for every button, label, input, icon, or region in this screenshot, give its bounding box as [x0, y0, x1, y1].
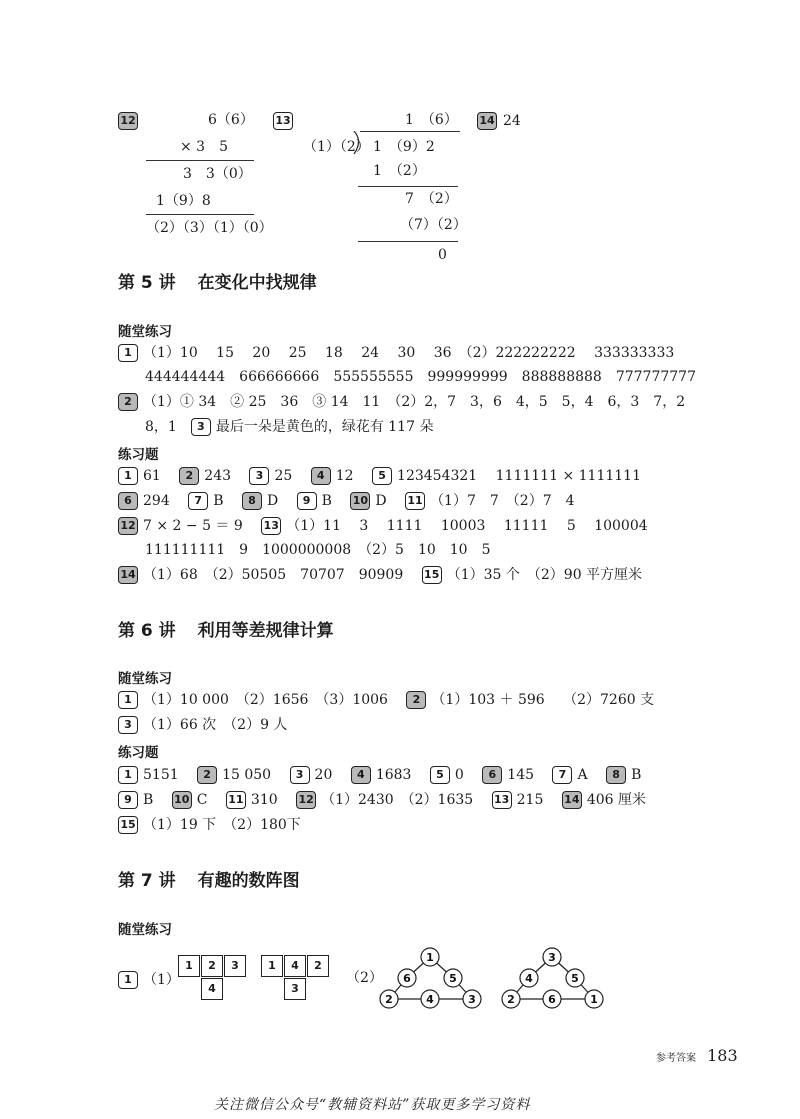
exercise-badge: 3: [290, 766, 310, 784]
exercise-answer: 12: [335, 468, 354, 484]
page-number: 183: [707, 1046, 738, 1065]
practice-1-line-1: （1）10 15 20 25 18 24 30 36 （2）222222222 333333333: [143, 345, 675, 361]
exercise-answer: 294: [143, 493, 170, 509]
part-1-label: （1）: [143, 972, 180, 988]
exercise-badge: 7: [188, 492, 208, 510]
division-dividend: 1 （9）2: [373, 139, 435, 155]
lecture5-exercise-label: 练习题: [118, 447, 159, 463]
lecture7-p1: [118, 971, 180, 989]
exercise-badge-13: 13: [261, 517, 281, 535]
practice-2-line-2: 8，1: [145, 419, 177, 435]
lecture7-heading: [118, 866, 300, 891]
exercise-badge: 10: [172, 791, 192, 809]
lecture6-practice-label: 随堂练习: [118, 671, 172, 687]
division-step-1: 1 （2）: [373, 163, 426, 179]
exercise-13-answer-cont: 111111111 9 1000000008 （2）5 10 10 5: [145, 542, 491, 558]
exercise-badge: 9: [297, 492, 317, 510]
exercise-13-answer: （1）11 3 1111 10003 11111 5 100004: [286, 518, 648, 534]
practice-3-text: 最后一朵是黄色的，绿花有 117 朵: [215, 419, 434, 435]
node-value: 6: [548, 993, 556, 1006]
grid-cell: 1: [178, 955, 200, 977]
number-triangle-2: [494, 942, 610, 1014]
exercise-badge-14: 14: [118, 566, 138, 584]
division-divisor: （1）（2）: [303, 139, 370, 155]
exercise-badge: 8: [606, 766, 626, 784]
practice-badge-2: 2: [406, 691, 426, 709]
lecture7-title: 有趣的数阵图: [197, 871, 300, 891]
exercise-badge: 13: [492, 791, 512, 809]
grid-cell: 3: [284, 978, 306, 1000]
practice-badge-1: 1: [118, 691, 138, 709]
lecture5-ex-row-3: [118, 517, 648, 535]
lecture6-ex-row-1: [118, 766, 641, 784]
practice-2-text: （1）103 ＋ 596 （2）7260 支: [431, 692, 655, 708]
answer-14: 24: [503, 113, 521, 129]
exercise-answer: 25: [274, 468, 293, 484]
node-value: 3: [468, 993, 476, 1006]
practice-2-line-1: （1）① 34 ② 25 36 ③ 14 11 （2）2，7 3，6 4，5 5，4 6，3 7，2: [143, 394, 686, 410]
practice-badge-2: 2: [118, 393, 138, 411]
division-remainder: 0: [438, 247, 447, 263]
exercise-badge: 14: [562, 791, 582, 809]
lecture6-ex-row-2: [118, 791, 646, 809]
mult-line-1: [146, 160, 254, 161]
lecture5-title: 在变化中找规律: [197, 273, 317, 293]
exercise-answer: 5151: [143, 767, 179, 783]
exercise-answer: （1）7 7 （2）7 4: [430, 493, 575, 509]
exercise-answer: 145: [507, 767, 535, 783]
exercise-14-answer: （1）68 （2）50505 70707 90909: [143, 567, 404, 583]
exercise-answer: 243: [204, 468, 232, 484]
exercise-badge: 6: [482, 766, 502, 784]
exercise-badge: 7: [552, 766, 572, 784]
exercise-badge-15: 15: [118, 816, 138, 834]
exercise-answer: B: [631, 767, 642, 783]
division-step-2: 7 （2）: [405, 191, 458, 207]
exercise-answer: （1）2430 （2）1635: [321, 792, 474, 808]
lecture7-practice-label: 随堂练习: [118, 922, 172, 938]
number-triangle-1: [372, 942, 488, 1014]
exercise-badge: 12: [296, 791, 316, 809]
exercise-answer: A: [577, 767, 588, 783]
lecture5-p2: [118, 393, 685, 411]
node-value: 1: [590, 993, 598, 1006]
node-value: 6: [403, 972, 411, 985]
exercise-badge: 11: [405, 492, 425, 510]
lecture6-exercise-label: 练习题: [118, 745, 159, 761]
node-value: 4: [525, 972, 533, 985]
page-footer: [656, 1046, 738, 1065]
exercise-badge: 10: [350, 492, 370, 510]
lecture6-title: 利用等差规律计算: [197, 621, 334, 641]
exercise-badge: 8: [242, 492, 262, 510]
practice-1-line-2: 444444444 666666666 555555555 999999999 888888888 777777777: [145, 369, 696, 385]
grid-cell: 1: [261, 955, 283, 977]
node-value: 1: [426, 951, 434, 964]
mult-row-4: 1（9）8: [156, 193, 211, 209]
exercise-badge: 6: [118, 492, 138, 510]
lecture5-heading: [118, 268, 317, 293]
exercise-badge: 1: [118, 766, 138, 784]
grid-cell: 3: [224, 955, 246, 977]
exercise-badge: 4: [351, 766, 371, 784]
lecture6-ex-row-3: [118, 816, 301, 834]
footer-watermark: 关注微信公众号“教辅资料站”获取更多学习资料: [214, 1097, 531, 1113]
practice-1-text: （1）10 000 （2）1656 （3）1006: [143, 692, 388, 708]
grid-cell: 2: [307, 955, 329, 977]
division-line-2: [358, 241, 458, 242]
question-badge-14: 14: [477, 112, 497, 130]
mult-line-2: [146, 214, 254, 215]
exercise-badge: 4: [311, 467, 331, 485]
mult-row-3: 3 3（0）: [183, 166, 252, 182]
exercise-answer: 310: [250, 792, 278, 808]
practice-3-text: （1）66 次 （2）9 人: [143, 717, 288, 733]
exercise-answer: 215: [516, 792, 544, 808]
exercise-badge: 2: [197, 766, 217, 784]
lecture5-p2-cont: [145, 418, 433, 436]
exercise-badge-15: 15: [422, 566, 442, 584]
lecture7-number: 第 7 讲: [118, 871, 176, 891]
division-bar: [360, 131, 460, 132]
exercise-answer: 0: [454, 767, 464, 783]
exercise-answer: D: [375, 493, 387, 509]
exercise-badge: 2: [179, 467, 199, 485]
node-value: 2: [385, 993, 393, 1006]
exercise-badge: 5: [372, 467, 392, 485]
node-value: 2: [507, 993, 515, 1006]
mult-row-1: 6（6）: [208, 112, 254, 128]
grid-cell: 4: [284, 955, 306, 977]
exercise-badge-12: 12: [118, 517, 138, 535]
lecture5-ex-row-4: [118, 566, 642, 584]
part-2-label: （2）: [346, 970, 383, 986]
division-quotient: 1 （6）: [405, 112, 458, 128]
exercise-answer: B: [143, 792, 154, 808]
lecture5-practice-label: 随堂练习: [118, 324, 172, 340]
exercise-answer: B: [321, 493, 332, 509]
footer-section-label: 参考答案: [656, 1053, 696, 1064]
exercise-answer: 20: [314, 767, 333, 783]
lecture6-number: 第 6 讲: [118, 621, 176, 641]
node-value: 5: [449, 972, 457, 985]
lecture6-p-row-1: [118, 691, 654, 709]
exercise-badge: 1: [118, 467, 138, 485]
exercise-answer: 123454321 1111111 × 1111111: [397, 468, 641, 484]
exercise-answer: C: [196, 792, 208, 808]
practice-badge-3: 3: [191, 418, 211, 436]
division-step-3: （7）（2）: [400, 217, 467, 233]
lecture5-ex-row-1: [118, 467, 641, 485]
exercise-badge: 9: [118, 791, 138, 809]
exercise-answer: D: [266, 493, 279, 509]
question-badge-12: 12: [118, 112, 138, 130]
lecture5-ex-row-2: [118, 492, 575, 510]
lecture6-p-row-2: [118, 716, 287, 734]
division-line-1: [358, 186, 458, 187]
exercise-badge: 5: [430, 766, 450, 784]
exercise-answer: B: [213, 493, 224, 509]
mult-row-2: × 3 5: [180, 139, 228, 155]
lecture5-p1: [118, 344, 674, 362]
exercise-15-answer: （1）19 下 （2）180下: [143, 817, 301, 833]
mult-row-5: （2）（3）（1）（0）: [146, 220, 273, 236]
exercise-12-answer: 7 × 2 − 5 ＝ 9: [143, 518, 243, 534]
exercise-badge: 11: [226, 791, 246, 809]
lecture5-number: 第 5 讲: [118, 273, 176, 293]
exercise-answer: 15 050: [222, 767, 272, 783]
node-value: 3: [548, 951, 556, 964]
exercise-answer: 406 厘米: [586, 792, 646, 808]
exercise-badge: 3: [249, 467, 269, 485]
practice-badge-1: 1: [118, 971, 138, 989]
practice-badge-3: 3: [118, 716, 138, 734]
exercise-15-answer: （1）35 个 （2）90 平方厘米: [446, 567, 643, 583]
exercise-answer: 61: [143, 468, 161, 484]
node-value: 4: [426, 993, 434, 1006]
exercise-answer: 1683: [375, 767, 412, 783]
grid-cell: 4: [201, 978, 223, 1000]
grid-cell: 2: [201, 955, 223, 977]
lecture6-heading: [118, 616, 334, 641]
question-badge-13: 13: [273, 112, 293, 130]
practice-badge-1: 1: [118, 344, 138, 362]
node-value: 5: [571, 972, 579, 985]
